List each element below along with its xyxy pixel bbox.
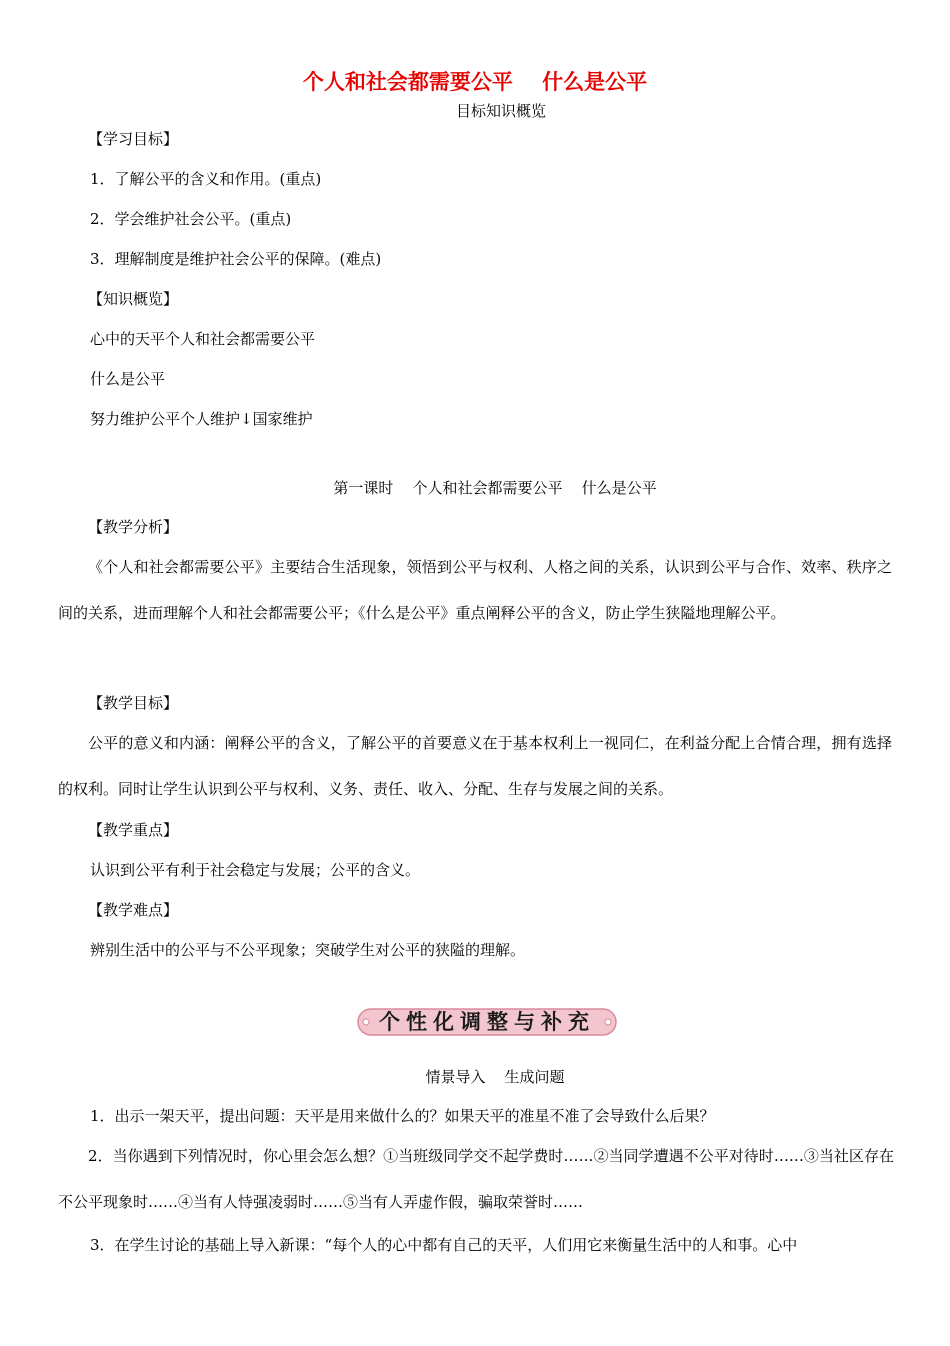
teaching-analysis-heading: 【教学分析】 [88, 518, 179, 536]
teaching-goals-text: 公平的意义和内涵：阐释公平的含义，了解公平的首要意义在于基本权利上一视同仁，在利益分配上合情合理，拥有选择的权利。同时让学生认识到公平与权利、义务、责任、收入、分配、生存与发展之间的关系。 [58, 734, 892, 798]
teaching-difficulty-text: 辨别生活中的公平与不公平现象；突破学生对公平的狭隘的理解。 [90, 941, 526, 959]
intro-item-2: 2．当你遇到下列情况时，你心里会怎么想？①当班级同学交不起学费时……②当同学遭遇不公平对待时……③当社区存在不公平现象时……④当有人恃强凌弱时……⑤当有人弄虚作假，骗取荣誉时…… [58, 1147, 894, 1211]
teaching-focus-heading: 【教学重点】 [88, 821, 179, 839]
section-banner [356, 1006, 618, 1038]
intro-item-3: 3．在学生讨论的基础上导入新课：“每个人的心中都有自己的天平，人们用它来衡量生活中的人和事。心中 [90, 1236, 798, 1254]
intro-item-1: 1．出示一架天平，提出问题：天平是用来做什么的？如果天平的准星不准了会导致什么后果？ [90, 1107, 715, 1125]
knowledge-overview-item: 什么是公平 [90, 370, 166, 388]
teaching-goals-heading: 【教学目标】 [88, 694, 179, 712]
learning-goals-heading: 【学习目标】 [88, 130, 179, 148]
learning-goal-item: 1．了解公平的含义和作用。(重点) [90, 170, 322, 188]
intro-heading: 情景导入 生成问题 [425, 1068, 565, 1086]
knowledge-overview-item: 努力维护公平个人维护↓国家维护 [90, 410, 313, 428]
teaching-difficulty-heading: 【教学难点】 [88, 901, 179, 919]
teaching-analysis-text: 《个人和社会都需要公平》主要结合生活现象，领悟到公平与权利、人格之间的关系，认识到公平与合作、效率、秩序之间的关系，进而理解个人和社会都需要公平；《什么是公平》重点阐释公平的含义，防止学生狭隘地理解公平。 [58, 558, 892, 622]
document-subtitle: 目标知识概览 [455, 102, 546, 120]
learning-goal-item: 2．学会维护社会公平。(重点) [90, 210, 292, 228]
knowledge-overview-item: 心中的天平个人和社会都需要公平 [90, 330, 316, 348]
knowledge-overview-heading: 【知识概览】 [88, 290, 179, 308]
banner-label: 个性化调整与补充 [379, 1010, 595, 1034]
document-title: 个人和社会都需要公平 什么是公平 [302, 70, 648, 94]
teaching-focus-text: 认识到公平有利于社会稳定与发展；公平的含义。 [90, 861, 421, 879]
lesson-title: 第一课时 个人和社会都需要公平 什么是公平 [333, 479, 657, 497]
learning-goal-item: 3．理解制度是维护社会公平的保障。(难点) [90, 250, 382, 268]
